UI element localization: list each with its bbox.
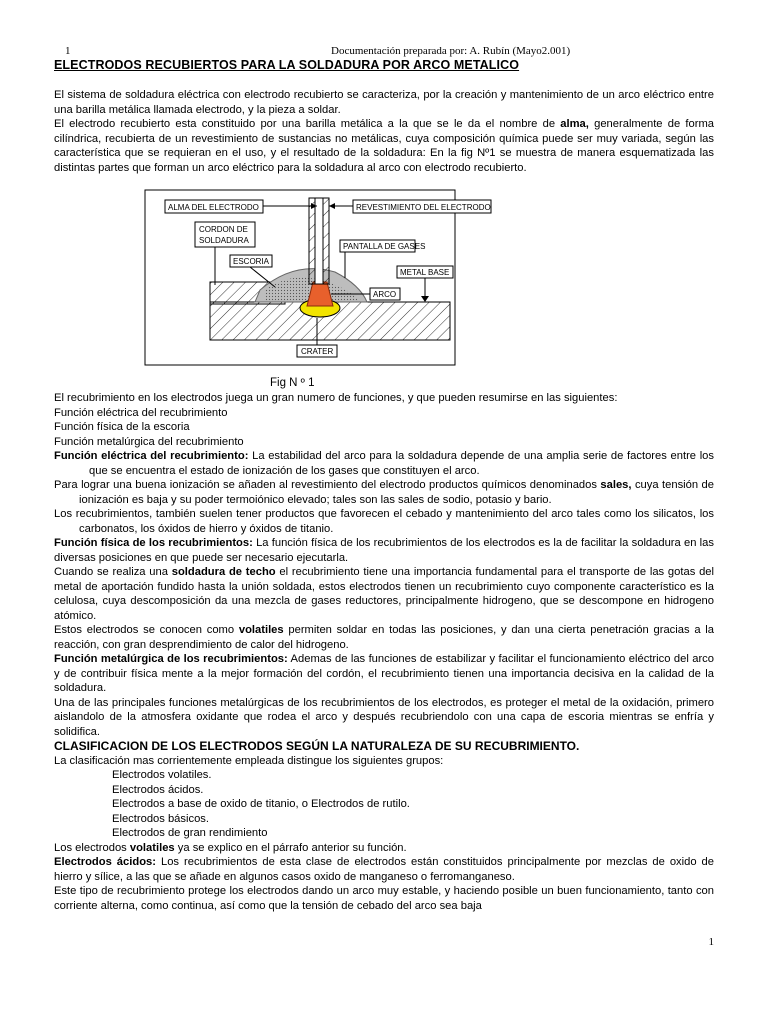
list-item: Electrodos ácidos. bbox=[112, 783, 204, 796]
metalurgica-paragraph: Función metalúrgica de los recubrimientos: Ademas de las funciones de estabilizar y facilitar el funcionamiento eléctrico del arco y de contribuir física mente a la mejor formación del cordón, el recubrimiento tienen una importancia decisiva en la calidad de la soldadura. bbox=[54, 653, 714, 694]
electrica-paragraph: Función eléctrica del recubrimiento: La estabilidad del arco para la soldadura depende de una amplia serie de factores entre los que se encuentra el estado de ionización de los gases que constituyen el arco. bbox=[54, 450, 714, 477]
fisica-paragraph-3: Estos electrodos se conocen como volatiles permiten soldar en todas las posiciones, y dan una cierta penetración gracias a la reacción, con gran desprendimiento de calor del hidrogeno. bbox=[54, 624, 715, 651]
fisica-paragraph: Función física de los recubrimientos: La función física de los recubrimientos de los electrodos es la de facilitar la soldadura en las diversas posiciones en que puede ser necesario ejecutarla. bbox=[54, 537, 714, 564]
document-title: ELECTRODOS RECUBIERTOS PARA LA SOLDADURA POR ARCO METALICO bbox=[54, 58, 520, 72]
intro-paragraph-1: El sistema de soldadura eléctrica con electrodo recubierto se caracteriza, por la creación y mantenimiento de un arco eléctrico entre una barilla metálica llamada electrodo, y la pieza a soldar. bbox=[54, 89, 714, 116]
label-cordon-1: CORDON DE bbox=[199, 225, 248, 234]
footer-page-number: 1 bbox=[708, 936, 714, 948]
fisica-paragraph-2: Cuando se realiza una soldadura de techo el recubrimiento tiene una importancia fundamental para el transporte de las gotas del metal de aportación fundido hasta la unión soldada, estos electrodos tienen un recubrimiento cuyo componente característico es la celulosa, cuya descomposición da una mezcla de gases reductores, principalmente hidrogeno, que se descompone en hidrogeno atómico. bbox=[54, 566, 714, 622]
function-item: Función eléctrica del recubrimiento bbox=[54, 406, 228, 419]
functions-intro: El recubrimiento en los electrodos juega un gran numero de funciones, y que pueden resumirse en las siguientes: bbox=[54, 392, 618, 404]
list-item: Electrodos volatiles. bbox=[112, 769, 212, 781]
clasificacion-intro: La clasificación mas corrientemente empleada distingue los siguientes grupos: bbox=[54, 754, 444, 767]
list-item: Electrodos a base de oxido de titanio, o Electrodos de rutilo. bbox=[112, 798, 410, 810]
header-prepared-by: Documentación preparada por: A. Rubín (Mayo2.001) bbox=[331, 45, 571, 57]
last-paragraph: Este tipo de recubrimiento protege los electrodos dando un arco muy estable, y haciendo posible un buen funcionamiento, tanto con corriente alterna, como continua, así como que la tensión de cebado del arco sea baja bbox=[54, 885, 714, 912]
label-arco: ARCO bbox=[373, 290, 397, 299]
electrica-paragraph-3: Los recubrimientos, también suelen tener productos que favorecen el cebado y mantenimiento del arco tales como los silicatos, los carbonatos, los óxidos de hierro y óxidos de titanio. bbox=[54, 508, 714, 535]
electrode-core bbox=[315, 198, 323, 284]
list-item: Electrodos básicos. bbox=[112, 812, 210, 825]
electrode-groups-list bbox=[54, 768, 714, 841]
function-item: Función metalúrgica del recubrimiento bbox=[54, 435, 244, 448]
metalurgica-paragraph-2: Una de las principales funciones metalúrgicas de los recubrimientos de los electrodos, es proteger el metal de la oxidación, primero aislandolo de la atmosfera oxidante que rodea el arco y después recubriendolo con una capa de escoria mientras se enfría y solidifica. bbox=[54, 696, 714, 738]
body-section bbox=[54, 391, 714, 913]
intro-paragraph-2: El electrodo recubierto esta constituido por una barilla metálica a la que se le da el nombre de alma, generalmente de forma cilíndrica, recubierta de un revestimiento de sustancias no metálicas, cuya composición química puede ser muy variada, según las característica que se requieran en el uso, y el resultado de la soldadura: En la fig Nº1 se muestra de manera esquematizada las distintas partes que forman un arco eléctrico para la soldadura al arco con electrodo recubierto. bbox=[54, 118, 715, 174]
volatiles-paragraph: Los electrodos volatiles ya se explico en el párrafo anterior su función. bbox=[54, 841, 407, 854]
figure-caption: Fig N º 1 bbox=[270, 377, 315, 389]
clasificacion-heading: CLASIFICACION DE LOS ELECTRODOS SEGÚN LA NATURALEZA DE SU RECUBRIMIENTO. bbox=[54, 739, 580, 753]
label-revestimiento: REVESTIMIENTO DEL ELECTRODO bbox=[356, 203, 491, 212]
label-alma: ALMA DEL ELECTRODO bbox=[168, 203, 259, 212]
label-crater: CRATER bbox=[301, 347, 334, 356]
acidos-paragraph: Electrodos ácidos: Los recubrimientos de esta clase de electrodos están constituidos principalmente por mezclas de oxido de hierro y sílice, a las que se añade en algunos casos oxido de manganeso o ferromanganeso. bbox=[54, 856, 715, 883]
electrode-diagram bbox=[145, 190, 491, 365]
label-escoria: ESCORIA bbox=[233, 257, 270, 266]
label-pantalla: PANTALLA DE GASES bbox=[343, 242, 426, 251]
header-page-number: 1 bbox=[65, 45, 71, 57]
list-item: Electrodos de gran rendimiento bbox=[112, 827, 268, 839]
label-cordon-2: SOLDADURA bbox=[199, 236, 249, 245]
function-item: Función física de la escoria bbox=[54, 421, 190, 433]
label-metal-base: METAL BASE bbox=[400, 268, 450, 277]
intro-section bbox=[54, 88, 714, 175]
electrica-paragraph-2: Para lograr una buena ionización se añaden al revestimiento del electrodo productos químicos denominados sales, cuya tensión de ionización es baja y su poder termoiónico elevado; tales son las sales de sodio, potasio y bario. bbox=[54, 479, 715, 506]
